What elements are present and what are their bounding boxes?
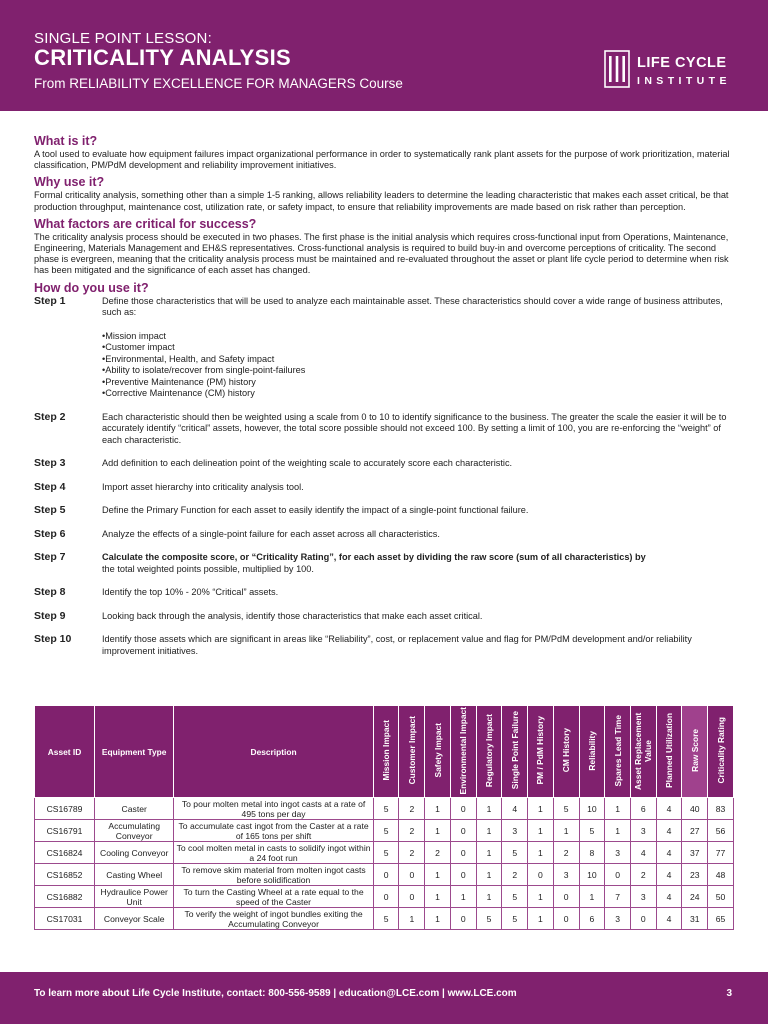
logo-text-line2: INSTITUTE (637, 75, 731, 87)
table-cell: 1 (476, 842, 502, 864)
table-cell: CS16882 (35, 886, 95, 908)
table-cell: 0 (450, 798, 476, 820)
table-cell: 1 (579, 886, 605, 908)
table-cell: To accumulate cast ingot from the Caster at a rate of 165 tons per shift (174, 820, 373, 842)
table-cell: 2 (425, 842, 451, 864)
step-label: Step 2 (34, 410, 66, 423)
column-header: PM / PdM History (528, 706, 554, 798)
table-cell: Hydraulice Power Unit (95, 886, 174, 908)
table-cell: 1 (528, 798, 554, 820)
table-cell: To pour molten metal into ingot casts at a rate of 495 tons per day (174, 798, 373, 820)
table-cell: 5 (476, 908, 502, 930)
steps-list (34, 296, 738, 658)
table-cell: 0 (553, 908, 579, 930)
table-cell: To verify the weight of ingot bundles exiting the Accumulating Conveyor (174, 908, 373, 930)
step-9 (34, 611, 738, 623)
factors-text: The criticality analysis process should be executed in two phases. The first phase is the initial analysis which requires cross-functional input from Operations, Maintenance, Engineering, Materials Management and EH&S representatives. Cross-functional analysis is required to build buy-in and overcome perceptions of criticality. The second phase is evergreen, meaning that the criticality analysis process must be maintained and re-evaluated throughout the asset or plant life cycle period to determine when risk has been mitigated and the significance of each asset has changed. (34, 231, 729, 276)
table-cell: 5 (373, 798, 399, 820)
step-text: Looking back through the analysis, identify those characteristics that make each asset critical. (102, 610, 483, 621)
what-heading: What is it? (34, 134, 98, 148)
table-cell: 50 (708, 886, 734, 908)
table-cell: 1 (425, 908, 451, 930)
what-text: A tool used to evaluate how equipment failures impact organizational performance in order to systematically rank plant assets for the purpose of work prioritization, material classification, PM/PdM development and reliability improvement initiatives. (34, 149, 730, 171)
column-header: Asset Replacement Value (630, 706, 656, 798)
table-cell: CS16789 (35, 798, 95, 820)
step-3 (34, 458, 738, 470)
step-text: Define those characteristics that will be used to analyze each maintainable asset. These characteristics should cover a wide range of business attributes, such as: (102, 295, 723, 318)
table-cell: 83 (708, 798, 734, 820)
table-cell: 1 (605, 798, 631, 820)
table-cell: 0 (450, 864, 476, 886)
column-header: Mission Impact (373, 706, 399, 798)
table-cell: 37 (682, 842, 708, 864)
list-item: • Preventive Maintenance (PM) history (102, 377, 738, 389)
table-cell: 27 (682, 820, 708, 842)
column-header: Single Point Failure (502, 706, 528, 798)
table-cell: 3 (553, 864, 579, 886)
step-label: Step 3 (34, 457, 66, 470)
step-text: Analyze the effects of a single-point failure for each asset across all characteristics. (102, 528, 440, 539)
table-cell: 1 (425, 820, 451, 842)
step-text: the total weighted points possible, multiplied by 100. (102, 563, 314, 574)
lesson-content (34, 130, 738, 669)
column-header: Description (174, 706, 373, 798)
table-cell: CS16852 (35, 864, 95, 886)
column-header: Regulatory Impact (476, 706, 502, 798)
step-label: Step 7 (34, 551, 66, 564)
table-cell: 5 (553, 798, 579, 820)
table-cell: 1 (528, 820, 554, 842)
criticality-table-wrap (34, 705, 734, 930)
step-text: Import asset hierarchy into criticality analysis tool. (102, 481, 304, 492)
column-header: Safety Impact (425, 706, 451, 798)
table-cell: 2 (399, 842, 425, 864)
step-label: Step 4 (34, 480, 66, 493)
table-body (35, 798, 734, 930)
column-header: Asset ID (35, 706, 95, 798)
table-cell: 5 (502, 886, 528, 908)
table-cell: 56 (708, 820, 734, 842)
column-header: Raw Score (682, 706, 708, 798)
list-item: • Ability to isolate/recover from single-point-failures (102, 365, 738, 377)
table-cell: 0 (399, 864, 425, 886)
table-cell: 3 (605, 908, 631, 930)
table-cell: 1 (399, 908, 425, 930)
table-cell: 0 (450, 820, 476, 842)
table-cell: 2 (399, 798, 425, 820)
table-cell: 1 (476, 820, 502, 842)
page-title: CRITICALITY ANALYSIS (34, 45, 291, 70)
building-columns-icon (604, 50, 630, 88)
step-label: Step 9 (34, 609, 66, 622)
page-subtitle: From RELIABILITY EXCELLENCE FOR MANAGERS Course (34, 76, 403, 91)
table-cell: 10 (579, 864, 605, 886)
table-cell: 2 (630, 864, 656, 886)
column-header: Spares Lead Time (605, 706, 631, 798)
table-cell: 10 (579, 798, 605, 820)
table-cell: 0 (373, 864, 399, 886)
step-text-bold: Calculate the composite score, or “Criticality Rating”, for each asset by dividing the raw score (sum of all characteristics) by (102, 552, 646, 563)
table-cell: 1 (425, 886, 451, 908)
why-text: Formal criticality analysis, something other than a simple 1-5 ranking, allows reliability leaders to determine the leading characteristic that makes each asset critical, be that production throughput, maintenance cost, utilization rate, or safety impact, to ensure that reliability improvements are made based on risk rather than perception. (34, 190, 729, 212)
characteristics-list (102, 331, 738, 400)
step-4 (34, 482, 738, 494)
table-cell: 0 (553, 886, 579, 908)
logo-text-line1: LIFE CYCLE (637, 55, 727, 71)
table-cell: 2 (553, 842, 579, 864)
table-cell: 77 (708, 842, 734, 864)
table-row (35, 864, 734, 886)
table-cell: 4 (656, 908, 682, 930)
step-text: Each characteristic should then be weighted using a scale from 0 to 10 to identify significance to the business. The greater the scale the easier it will be to accurately identify “critical” assets, however, the total score possible should not exceed 100. By setting a limit of 100, you are re-enforcing the “weight” of each characteristic. (102, 411, 727, 445)
table-cell: 1 (528, 908, 554, 930)
column-header: CM History (553, 706, 579, 798)
table-cell: 5 (373, 908, 399, 930)
table-row (35, 886, 734, 908)
criticality-table (34, 705, 734, 930)
table-cell: 4 (630, 842, 656, 864)
table-cell: 5 (373, 820, 399, 842)
table-cell: 6 (579, 908, 605, 930)
table-cell: 8 (579, 842, 605, 864)
table-cell: Conveyor Scale (95, 908, 174, 930)
table-cell: 3 (502, 820, 528, 842)
table-row (35, 820, 734, 842)
page-header (0, 0, 768, 111)
table-row (35, 798, 734, 820)
table-cell: Caster (95, 798, 174, 820)
table-cell: 0 (373, 886, 399, 908)
why-heading: Why use it? (34, 175, 105, 190)
table-cell: 3 (605, 842, 631, 864)
step-7 (34, 552, 738, 575)
table-cell: 2 (502, 864, 528, 886)
table-row (35, 842, 734, 864)
table-cell: 3 (630, 820, 656, 842)
table-cell: 1 (425, 864, 451, 886)
table-cell: 48 (708, 864, 734, 886)
step-6 (34, 529, 738, 541)
step-2 (34, 412, 738, 447)
step-1 (34, 296, 738, 400)
list-item: • Corrective Maintenance (CM) history (102, 388, 738, 400)
how-heading: How do you use it? (34, 280, 149, 295)
table-cell: 1 (476, 798, 502, 820)
column-header: Planned Utilization (656, 706, 682, 798)
table-cell: 2 (399, 820, 425, 842)
column-header: Criticality Rating (708, 706, 734, 798)
table-cell: 0 (450, 908, 476, 930)
table-cell: 23 (682, 864, 708, 886)
table-cell: To remove skim material from molten ingot casts before solidification (174, 864, 373, 886)
table-cell: Accumulating Conveyor (95, 820, 174, 842)
table-cell: 0 (605, 864, 631, 886)
table-cell: CS16824 (35, 842, 95, 864)
step-text: Add definition to each delineation point of the weighting scale to accurately score each characteristic. (102, 458, 513, 469)
table-cell: CS16791 (35, 820, 95, 842)
page-footer (0, 972, 768, 1024)
table-cell: 1 (425, 798, 451, 820)
table-cell: 4 (656, 798, 682, 820)
list-item: • Mission impact (102, 331, 738, 343)
step-label: Step 10 (34, 633, 72, 646)
table-cell: 4 (502, 798, 528, 820)
step-5 (34, 505, 738, 517)
table-cell: 0 (630, 908, 656, 930)
table-cell: 7 (605, 886, 631, 908)
table-cell: 1 (476, 886, 502, 908)
column-header: Environmental Impact (450, 706, 476, 798)
table-cell: 5 (373, 842, 399, 864)
table-cell: 0 (399, 886, 425, 908)
table-cell: 4 (656, 820, 682, 842)
table-cell: 0 (450, 842, 476, 864)
table-cell: 0 (528, 864, 554, 886)
table-cell: 4 (656, 842, 682, 864)
table-cell: 1 (476, 864, 502, 886)
step-label: Step 5 (34, 504, 66, 517)
table-cell: 5 (502, 908, 528, 930)
table-cell: Cooling Conveyor (95, 842, 174, 864)
table-header-row (35, 706, 734, 798)
column-header: Customer Impact (399, 706, 425, 798)
list-item: • Environmental, Health, and Safety impact (102, 354, 738, 366)
table-cell: 4 (656, 864, 682, 886)
table-cell: 40 (682, 798, 708, 820)
table-cell: To cool molten metal in casts to solidify ingot within a 24 foot run (174, 842, 373, 864)
step-8 (34, 587, 738, 599)
table-cell: 5 (502, 842, 528, 864)
column-header: Equipment Type (95, 706, 174, 798)
footer-contact: To learn more about Life Cycle Institute, contact: 800-556-9589 | education@LCE.com | www.LCE.com (34, 988, 517, 999)
table-cell: 65 (708, 908, 734, 930)
life-cycle-institute-logo (604, 50, 744, 90)
step-text: Define the Primary Function for each asset to easily identify the impact of a single-point functional failure. (102, 505, 529, 516)
table-cell: 1 (605, 820, 631, 842)
table-cell: 5 (579, 820, 605, 842)
table-cell: To turn the Casting Wheel at a rate equal to the speed of the Caster (174, 886, 373, 908)
column-header: Reliability (579, 706, 605, 798)
list-item: • Customer impact (102, 342, 738, 354)
table-cell: 1 (553, 820, 579, 842)
step-label: Step 6 (34, 527, 66, 540)
table-cell: 6 (630, 798, 656, 820)
table-cell: 31 (682, 908, 708, 930)
step-label: Step 8 (34, 586, 66, 599)
table-row (35, 908, 734, 930)
table-cell: 1 (450, 886, 476, 908)
table-cell: Casting Wheel (95, 864, 174, 886)
step-10 (34, 634, 738, 657)
step-label: Step 1 (34, 294, 66, 307)
table-cell: CS17031 (35, 908, 95, 930)
table-cell: 4 (656, 886, 682, 908)
step-text: Identify the top 10% - 20% “Critical” assets. (102, 587, 279, 598)
table-cell: 3 (630, 886, 656, 908)
table-cell: 24 (682, 886, 708, 908)
step-text: Identify those assets which are significant in areas like “Reliability”, cost, or replacement value and flag for PM/PdM development and/or reliability improvement initiatives. (102, 634, 692, 656)
table-cell: 1 (528, 842, 554, 864)
factors-heading: What factors are critical for success? (34, 216, 257, 231)
lesson-kicker: SINGLE POINT LESSON: (34, 30, 212, 47)
page-number: 3 (726, 988, 732, 999)
table-cell: 1 (528, 886, 554, 908)
